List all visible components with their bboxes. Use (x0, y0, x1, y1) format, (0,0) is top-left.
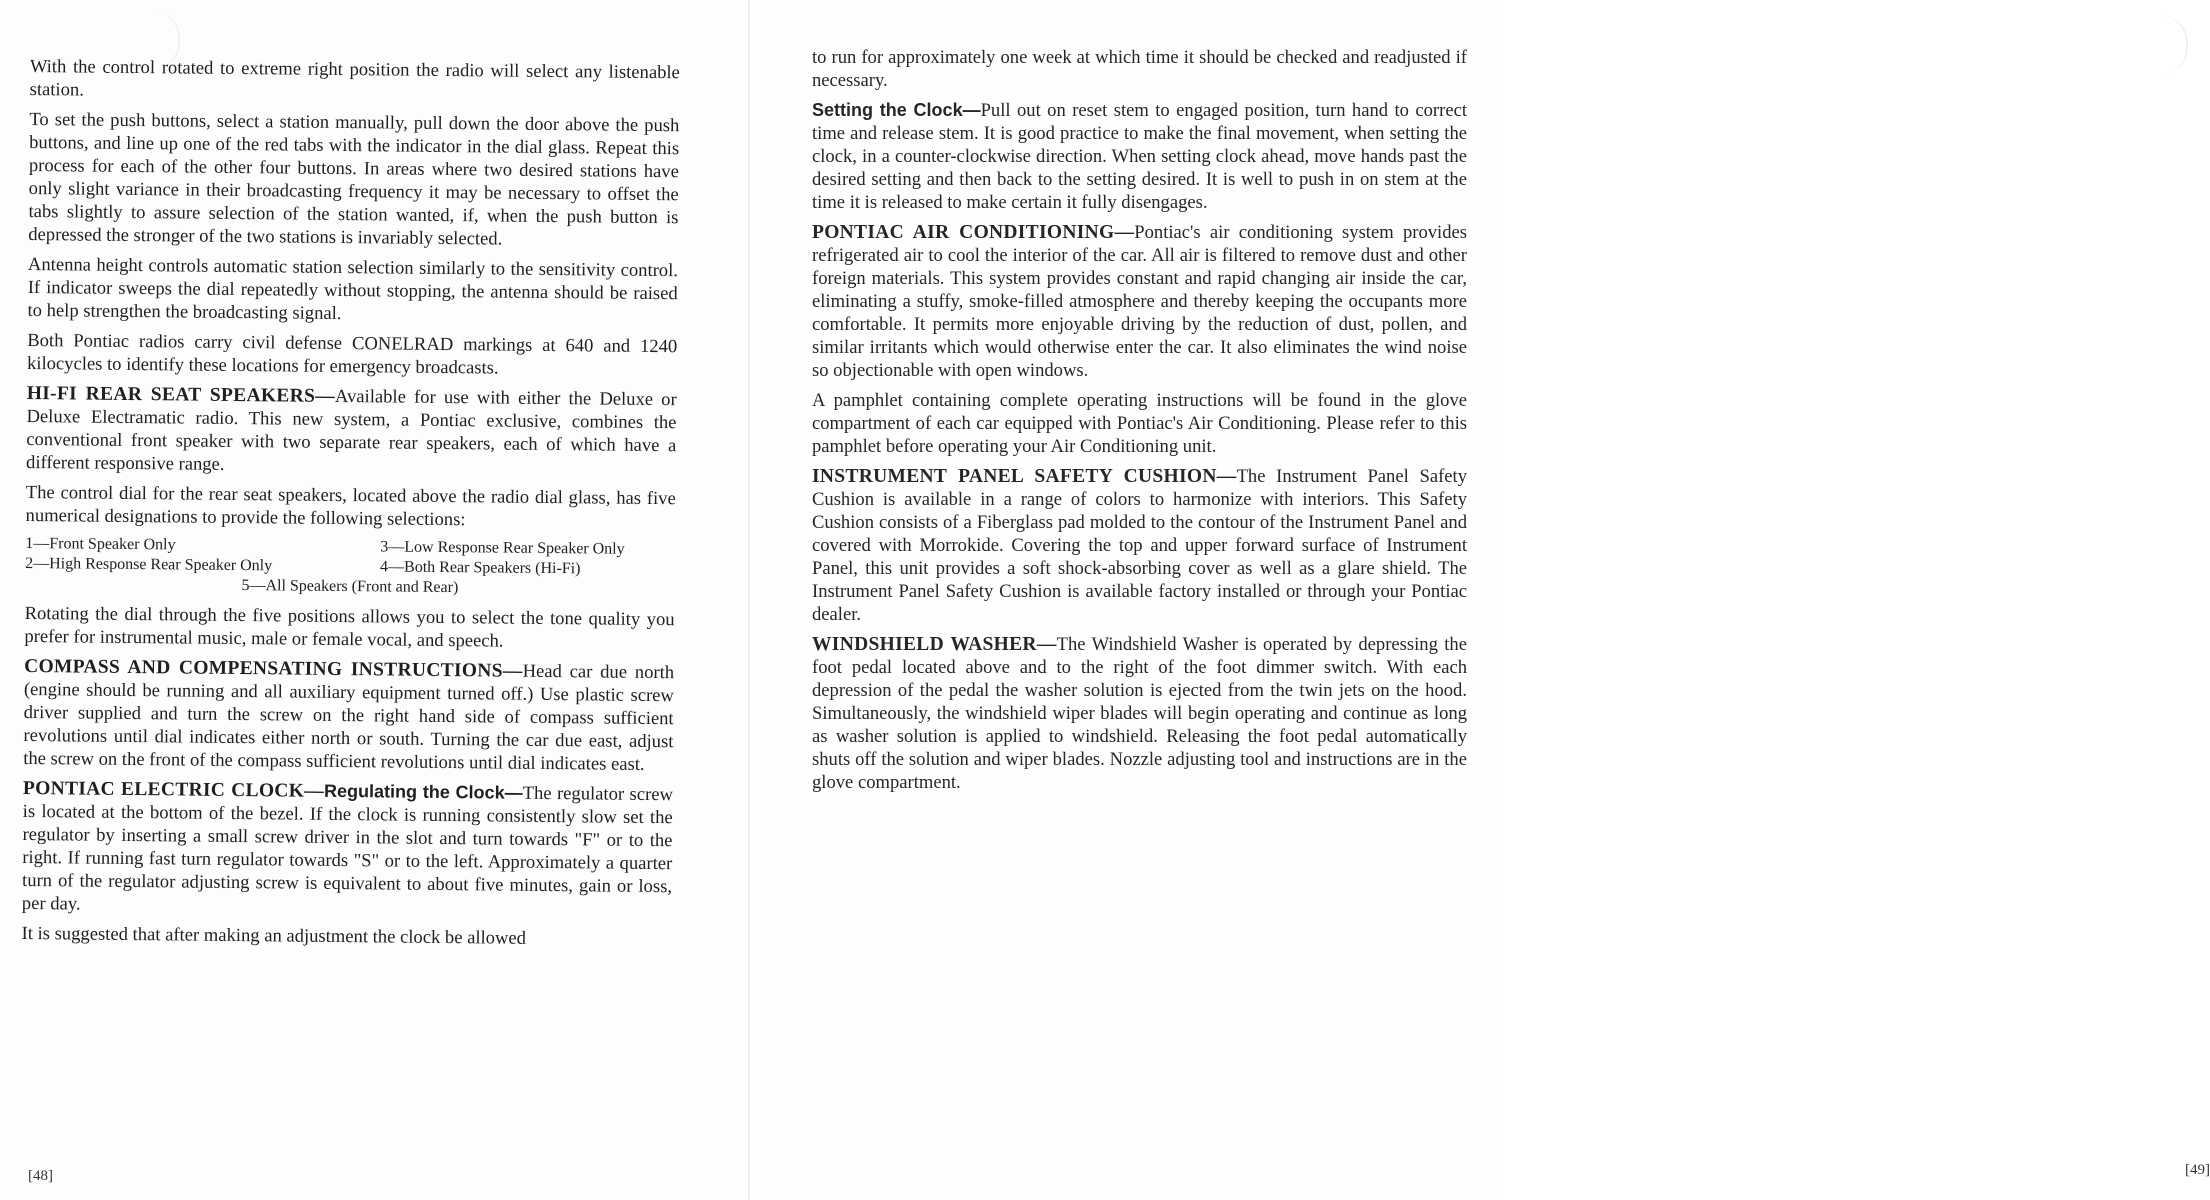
paragraph: Antenna height controls automatic station selection similarly to the sensitivity control. If indicator sweeps the dial repeatedly without stopping, the antenna should be raised to help strengthen the broadcasting signal. (27, 253, 679, 325)
selection-item: 1—Front Speaker Only (25, 534, 176, 554)
right-text-column (812, 46, 1467, 801)
paragraph-compass: COMPASS AND COMPENSATING INSTRUCTIONS—Head car due north (engine should be running and all auxiliary equipment turned off.) Use plastic screw driver supplied and turn the screw on the right hand side of compass sufficient revolutions until dial indicates either north or south. Turning the car due east, adjust the screw on the front of the compass sufficient revolutions until dial indicates east. (23, 655, 675, 775)
paragraph: With the control rotated to extreme right position the radio will select any listenable station. (29, 55, 680, 101)
paragraph-safety-cushion: INSTRUMENT PANEL SAFETY CUSHION—The Instrument Panel Safety Cushion is available in a range of colors to harmonize with interiors. This Safety Cushion consists of a Fiberglass pad molded to the contour of the Instrument Panel and covered with Morrokide. Covering the top and upper forward surface of Instrument Panel, this unit provides a soft shock-absorbing cover as well as a glare shield. The Instrument Panel Safety Cushion is available factory installed or through your Pontiac dealer. (812, 466, 1467, 625)
section-heading: INSTRUMENT PANEL SAFETY CUSHION— (812, 466, 1237, 487)
page-number: [48] (28, 1168, 53, 1184)
section-heading: PONTIAC ELECTRIC CLOCK— (22, 777, 325, 802)
paragraph: Both Pontiac radios carry civil defense CONELRAD markings at 640 and 1240 kilocycles to identify these locations for emergency broadcasts. (26, 329, 678, 379)
section-heading: PONTIAC AIR CONDITIONING— (812, 222, 1135, 243)
paragraph: to run for approximately one week at which time it should be checked and readjusted if necessary. (812, 47, 1467, 91)
paragraph-setting-clock: Setting the Clock—Pull out on reset stem to engaged position, turn hand to correct time and release stem. It is good practice to make the final movement, when setting the clock, in a counter-clockwise direction. When setting clock ahead, move hands past the desired setting and then back to the setting desired. It is well to push in on stem at the time it is released to make certain it fully disengages. (812, 100, 1467, 213)
selection-item: 5—All Speakers (Front and Rear) (241, 577, 459, 597)
paragraph: To set the push buttons, select a station manually, pull down the door above the push buttons, and line up one of the red tabs with the indicator in the dial glass. Repeat this process for each of the other four buttons. In areas where two desired stations have only slight variance in their broadcasting frequency it may be necessary to offset the tabs slightly to assure selection of the station wanted, if, when the push button is depressed the stronger of the two stations is invariably selected. (28, 108, 680, 250)
paragraph: Rotating the dial through the five positions allows you to select the tone quality you prefer for instrumental music, male or female vocal, and speech. (24, 602, 675, 652)
speaker-selections-list (25, 534, 676, 600)
selection-item: 4—Both Rear Speakers (Hi-Fi) (380, 558, 581, 578)
section-heading: COMPASS AND COMPENSATING INSTRUCTIONS— (24, 655, 523, 682)
paragraph: It is suggested that after making an adjustment the clock be allowed (21, 922, 527, 949)
paragraph-air-conditioning: PONTIAC AIR CONDITIONING—Pontiac's air conditioning system provides refrigerated air to cool the interior of the car. All air is filtered to remove dust and other foreign materials. This system provides constant and rapid changing air inside the car, eliminating a stuffy, smoke-filled atmosphere and thereby keeping the occupants more comfortable. It permits more enjoyable driving by the reduction of dust, pollen, and similar irritants which would otherwise enter the car. It also eliminates the wind noise so objectionable with open windows. (812, 222, 1467, 381)
section-heading: HI-FI REAR SEAT SPEAKERS— (26, 382, 336, 407)
paragraph-hifi-speakers: HI-FI REAR SEAT SPEAKERS—Available for use with either the Deluxe or Deluxe Electramatic radio. This new system, a Pontiac exclusive, combines the conventional front speaker with two separate rear speakers, each of which have a different responsive range. (25, 382, 677, 475)
paragraph: A pamphlet containing complete operating instructions will be found in the glove compartment of each car equipped with Pontiac's Air Conditioning. Please refer to this pamphlet before operating your Air Conditioning unit. (812, 390, 1467, 457)
left-page (0, 0, 750, 1200)
paragraph-electric-clock: PONTIAC ELECTRIC CLOCK—Regulating the Clock—The regulator screw is located at the bottom of the bezel. If the clock is running consistently slow set the regulator by inserting a small screw driver in the slot and turn towards "F" or to the right. If running fast turn regulator towards "S" or to the left. Approximately a quarter turn of the regulator adjusting screw is equivalent to about five minutes, gain or loss, per day. (21, 777, 674, 915)
selection-item: 3—Low Response Rear Speaker Only (380, 538, 625, 558)
page-edge-mark (2160, 15, 2188, 75)
section-heading: Setting the Clock— (812, 100, 981, 120)
section-heading: WINDSHIELD WASHER— (812, 634, 1057, 655)
paragraph: The control dial for the rear seat speakers, located above the radio dial glass, has five numerical designations to provide the following selections: (25, 481, 676, 531)
section-subheading: Regulating the Clock— (323, 780, 523, 803)
selection-item: 2—High Response Rear Speaker Only (25, 554, 273, 575)
paragraph-windshield-washer: WINDSHIELD WASHER—The Windshield Washer is operated by depressing the foot pedal located above and to the right of the foot dimmer switch. With each depression of the pedal the washer solution is ejected from the twin jets on the hood. Simultaneously, the windshield wiper blades will begin operating and continue as long as washer solution is applied to windshield. Releasing the foot pedal automatically shuts off the solution and wiper blades. Nozzle adjusting tool and instructions are in the glove compartment. (812, 634, 1467, 793)
page-number: [49] (2185, 1162, 2210, 1178)
left-text-column (21, 55, 680, 958)
